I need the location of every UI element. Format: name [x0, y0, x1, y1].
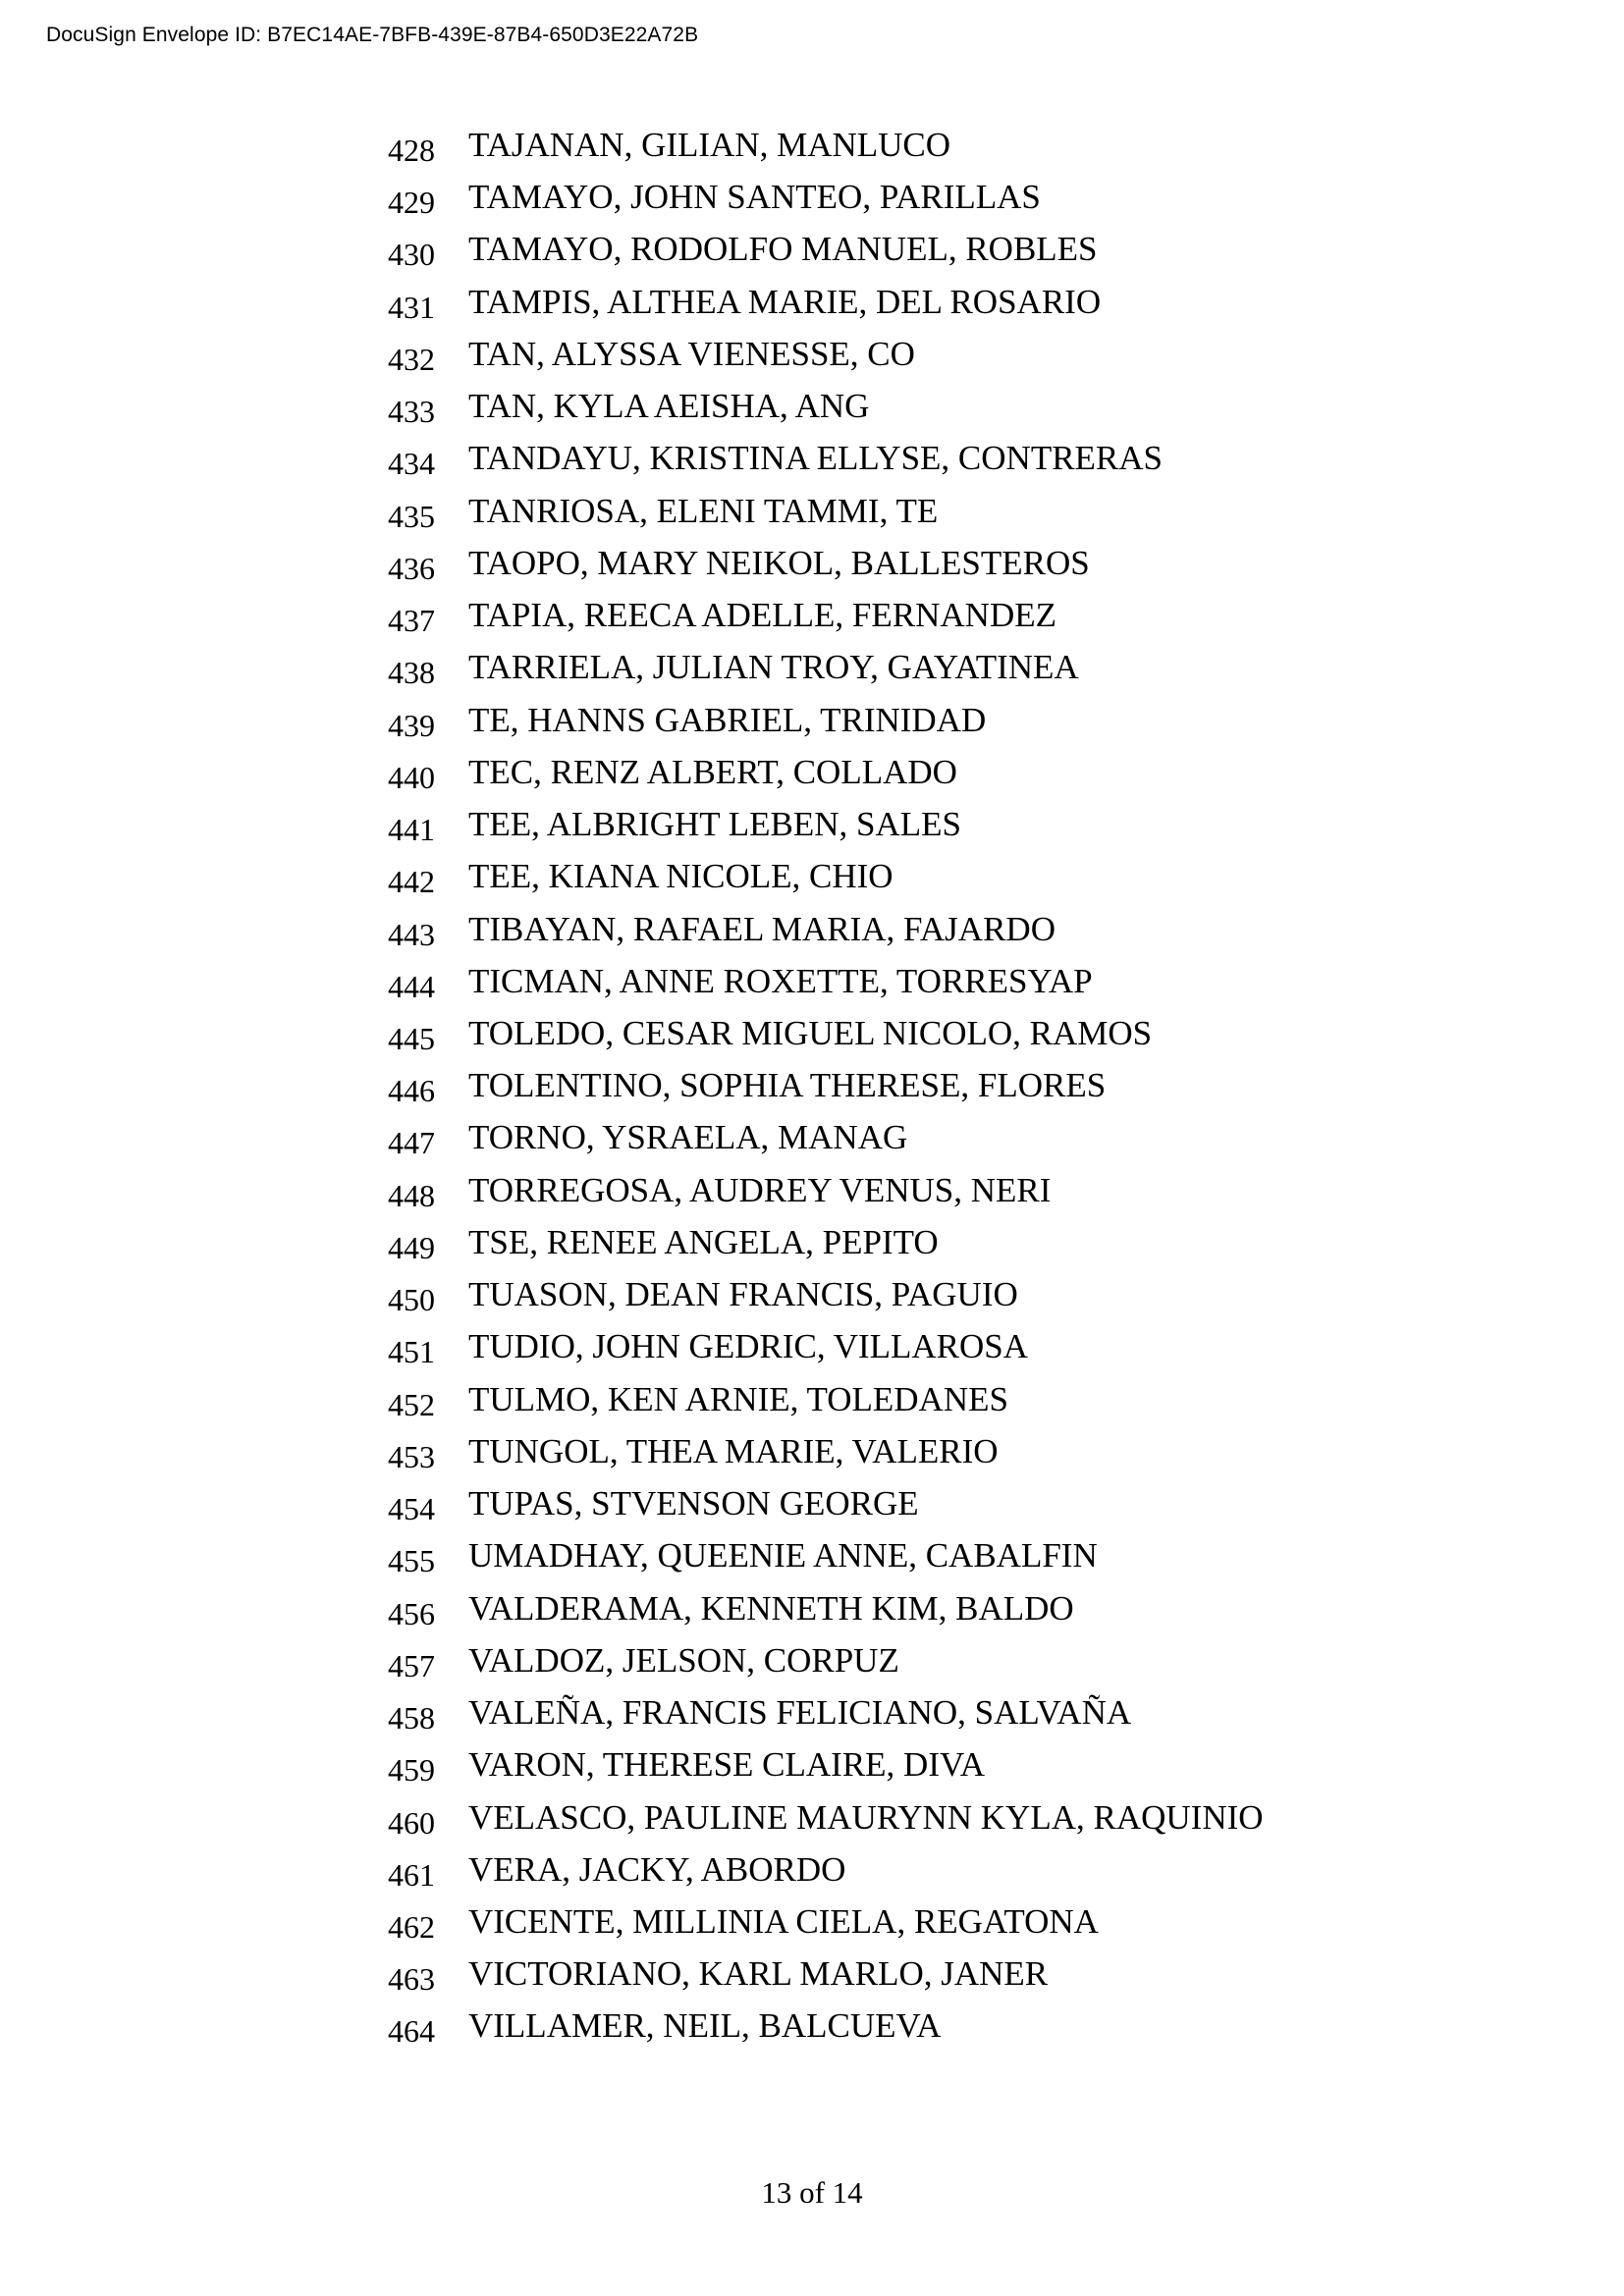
entry-name: TEE, KIANA NICOLE, CHIO — [468, 857, 893, 896]
entry-number: 439 — [388, 707, 435, 743]
entry-name: TANDAYU, KRISTINA ELLYSE, CONTRERAS — [468, 439, 1164, 478]
list-item — [388, 1327, 1264, 1379]
list-item — [388, 387, 1264, 439]
list-item — [388, 283, 1264, 335]
entry-number: 463 — [388, 1961, 435, 1998]
entry-number: 447 — [388, 1125, 435, 1161]
list-item — [388, 1954, 1264, 2006]
entry-name: VILLAMER, NEIL, BALCUEVA — [468, 2006, 942, 2046]
entry-name: TEC, RENZ ALBERT, COLLADO — [468, 752, 957, 791]
entry-number: 442 — [388, 864, 435, 900]
list-item — [388, 1275, 1264, 1327]
list-item — [388, 2006, 1264, 2058]
entry-name: VALDERAMA, KENNETH KIM, BALDO — [468, 1588, 1074, 1628]
entry-name: TOLENTINO, SOPHIA THERESE, FLORES — [468, 1066, 1107, 1105]
entry-name: TUPAS, STVENSON GEORGE — [468, 1484, 919, 1523]
list-item — [388, 1380, 1264, 1432]
entry-name: TARRIELA, JULIAN TROY, GAYATINEA — [468, 648, 1079, 687]
entry-number: 460 — [388, 1804, 435, 1841]
entry-number: 437 — [388, 603, 435, 639]
entry-number: 436 — [388, 550, 435, 586]
entry-name: TAMAYO, RODOLFO MANUEL, ROBLES — [468, 230, 1098, 269]
list-item — [388, 753, 1264, 805]
entry-number: 458 — [388, 1700, 435, 1736]
entry-name: TSE, RENEE ANGELA, PEPITO — [468, 1222, 939, 1261]
list-item — [388, 1118, 1264, 1170]
list-item — [388, 805, 1264, 857]
entry-number: 430 — [388, 237, 435, 273]
list-item — [388, 1850, 1264, 1902]
entry-name: TANRIOSA, ELENI TAMMI, TE — [468, 491, 939, 530]
entry-name: TUASON, DEAN FRANCIS, PAGUIO — [468, 1275, 1018, 1314]
list-item — [388, 1745, 1264, 1797]
entry-number: 445 — [388, 1020, 435, 1056]
envelope-id: DocuSign Envelope ID: B7EC14AE-7BFB-439E-87B4-650D3E22A72B — [46, 24, 699, 46]
entry-name: TIBAYAN, RAFAEL MARIA, FAJARDO — [468, 909, 1056, 948]
list-item — [388, 596, 1264, 648]
list-item — [388, 1536, 1264, 1588]
entry-name: TORNO, YSRAELA, MANAG — [468, 1118, 908, 1157]
entry-name: TUNGOL, THEA MARIE, VALERIO — [468, 1431, 999, 1470]
entry-number: 457 — [388, 1647, 435, 1683]
entry-number: 440 — [388, 759, 435, 795]
list-item — [388, 1223, 1264, 1275]
list-item — [388, 1902, 1264, 1954]
list-item — [388, 1641, 1264, 1693]
entry-name: TULMO, KEN ARNIE, TOLEDANES — [468, 1379, 1008, 1418]
list-item — [388, 701, 1264, 753]
entry-number: 448 — [388, 1177, 435, 1213]
entry-number: 438 — [388, 655, 435, 691]
entry-name: TAN, KYLA AEISHA, ANG — [468, 387, 870, 426]
list-item — [388, 492, 1264, 544]
entry-number: 464 — [388, 2013, 435, 2050]
entry-name: TORREGOSA, AUDREY VENUS, NERI — [468, 1170, 1052, 1209]
entry-name: TAMPIS, ALTHEA MARIE, DEL ROSARIO — [468, 282, 1102, 321]
entry-number: 452 — [388, 1386, 435, 1422]
entry-number: 461 — [388, 1856, 435, 1893]
entry-name: TEE, ALBRIGHT LEBEN, SALES — [468, 805, 961, 844]
entry-name: VERA, JACKY, ABORDO — [468, 1849, 846, 1889]
entry-number: 454 — [388, 1491, 435, 1527]
entry-number: 433 — [388, 394, 435, 430]
entry-name: VICENTE, MILLINIA CIELA, REGATONA — [468, 1901, 1099, 1941]
entry-name: TAOPO, MARY NEIKOL, BALLESTEROS — [468, 543, 1090, 582]
entry-name: VICTORIANO, KARL MARLO, JANER — [468, 1954, 1049, 1994]
entry-number: 456 — [388, 1595, 435, 1631]
entry-number: 431 — [388, 289, 435, 325]
list-item — [388, 1171, 1264, 1223]
entry-number: 429 — [388, 185, 435, 221]
entry-number: 450 — [388, 1282, 435, 1318]
entry-number: 435 — [388, 498, 435, 534]
entry-name: TICMAN, ANNE ROXETTE, TORRESYAP — [468, 961, 1093, 1000]
list-item — [388, 1066, 1264, 1118]
entry-number: 446 — [388, 1073, 435, 1109]
list-item — [388, 910, 1264, 962]
entry-name: TAMAYO, JOHN SANTEO, PARILLAS — [468, 178, 1041, 217]
list-item — [388, 126, 1264, 178]
list-item — [388, 962, 1264, 1014]
entry-name: VARON, THERESE CLAIRE, DIVA — [468, 1745, 986, 1785]
list-item — [388, 1432, 1264, 1484]
entry-name: TAN, ALYSSA VIENESSE, CO — [468, 334, 915, 373]
list-item — [388, 857, 1264, 909]
list-item — [388, 1589, 1264, 1641]
entry-number: 449 — [388, 1229, 435, 1265]
list-item — [388, 1484, 1264, 1536]
entry-number: 434 — [388, 446, 435, 482]
entry-number: 451 — [388, 1334, 435, 1370]
list-item — [388, 1693, 1264, 1745]
list-item — [388, 544, 1264, 596]
entry-name: TAJANAN, GILIAN, MANLUCO — [468, 126, 951, 164]
page-number: 13 of 14 — [761, 2175, 863, 2210]
entry-name: TOLEDO, CESAR MIGUEL NICOLO, RAMOS — [468, 1013, 1153, 1052]
name-list — [388, 126, 1264, 2059]
entry-number: 441 — [388, 812, 435, 848]
entry-number: 453 — [388, 1438, 435, 1474]
list-item — [388, 648, 1264, 700]
entry-name: TE, HANNS GABRIEL, TRINIDAD — [468, 700, 987, 739]
entry-name: TUDIO, JOHN GEDRIC, VILLAROSA — [468, 1327, 1029, 1366]
entry-name: VALEÑA, FRANCIS FELICIANO, SALVAÑA — [468, 1693, 1132, 1733]
list-item — [388, 1798, 1264, 1850]
list-item — [388, 1014, 1264, 1066]
entry-number: 444 — [388, 968, 435, 1004]
entry-number: 462 — [388, 1908, 435, 1945]
entry-number: 459 — [388, 1752, 435, 1789]
entry-number: 428 — [388, 133, 435, 168]
list-item — [388, 178, 1264, 230]
entry-name: VELASCO, PAULINE MAURYNN KYLA, RAQUINIO — [468, 1797, 1264, 1837]
list-item — [388, 439, 1264, 491]
entry-name: TAPIA, REECA ADELLE, FERNANDEZ — [468, 596, 1056, 635]
entry-name: UMADHAY, QUEENIE ANNE, CABALFIN — [468, 1536, 1098, 1575]
list-item — [388, 230, 1264, 282]
entry-number: 455 — [388, 1543, 435, 1579]
entry-name: VALDOZ, JELSON, CORPUZ — [468, 1640, 899, 1680]
entry-number: 443 — [388, 916, 435, 952]
entry-number: 432 — [388, 341, 435, 377]
list-item — [388, 335, 1264, 387]
